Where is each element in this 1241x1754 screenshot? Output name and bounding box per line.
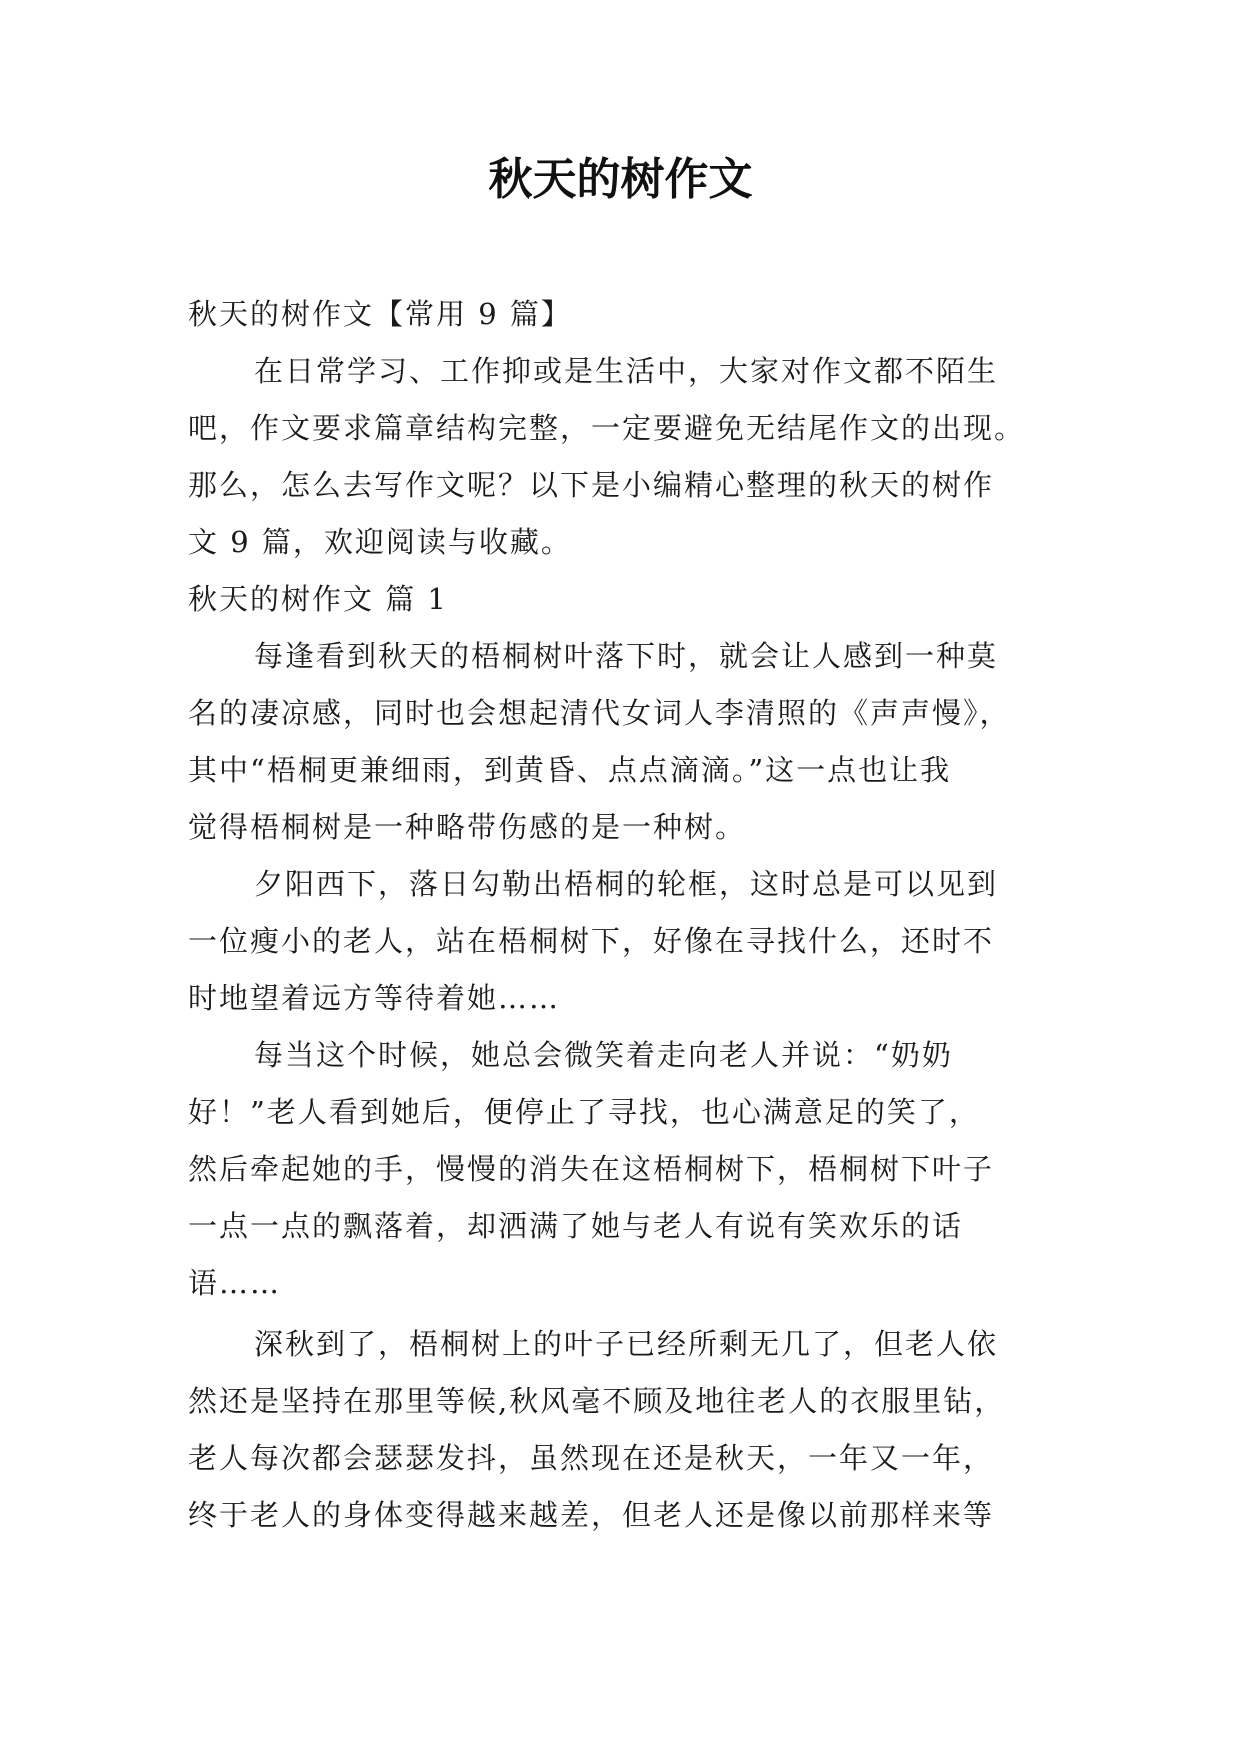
text-line: 终于老人的身体变得越来越差，但老人还是像以前那样来等 (188, 1498, 995, 1532)
document-subtitle: 秋天的树作文【常用 9 篇】 (188, 297, 572, 331)
text-line: 语…… (188, 1266, 282, 1300)
paragraph-1 (188, 628, 1054, 856)
text-line: 老人每次都会瑟瑟发抖，虽然现在还是秋天，一年又一年， (188, 1441, 995, 1475)
text-line: 每逢看到秋天的梧桐树叶落下时，就会让人感到一种莫 (254, 639, 999, 673)
text-line: 时地望着远方等待着她…… (188, 981, 561, 1015)
text-line: 文 9 篇，欢迎阅读与收藏。 (188, 525, 572, 559)
text-line: 那么，怎么去写作文呢？以下是小编精心整理的秋天的树作 (188, 468, 995, 502)
paragraph-2 (188, 856, 1054, 1027)
document-title: 秋天的树作文 (488, 154, 753, 205)
text-line: 一位瘦小的老人，站在梧桐树下，好像在寻找什么，还时不 (188, 924, 995, 958)
text-line: 然后牵起她的手，慢慢的消失在这梧桐树下，梧桐树下叶子 (188, 1152, 995, 1186)
section-heading: 秋天的树作文 篇 1 (188, 582, 448, 616)
text-line: 名的凄凉感，同时也会想起清代女词人李清照的《声声慢》， (188, 696, 1011, 730)
text-line: 好！”老人看到她后，便停止了寻找，也心满意足的笑了， (188, 1095, 980, 1129)
document-body (188, 286, 1054, 1544)
text-line: 觉得梧桐树是一种略带伤感的是一种树。 (188, 810, 747, 844)
paragraph-3 (188, 1027, 1054, 1312)
text-line: 深秋到了，梧桐树上的叶子已经所剩无几了，但老人依 (254, 1327, 999, 1361)
text-line: 一点一点的飘落着，却洒满了她与老人有说有笑欢乐的话 (188, 1209, 964, 1243)
intro-paragraph (188, 343, 1054, 571)
text-line: 然还是坚持在那里等候,秋风毫不顾及地往老人的衣服里钻， (188, 1384, 1006, 1418)
text-line: 每当这个时候，她总会微笑着走向老人并说：“奶奶 (254, 1038, 953, 1072)
text-line: 夕阳西下，落日勾勒出梧桐的轮框，这时总是可以见到 (254, 867, 999, 901)
text-line: 其中“梧桐更兼细雨，到黄昏、点点滴滴。”这一点也让我 (188, 753, 952, 787)
text-line: 吧，作文要求篇章结构完整，一定要避免无结尾作文的出现。 (188, 411, 1026, 445)
paragraph-4 (188, 1316, 1054, 1544)
text-line: 在日常学习、工作抑或是生活中，大家对作文都不陌生 (254, 354, 999, 388)
